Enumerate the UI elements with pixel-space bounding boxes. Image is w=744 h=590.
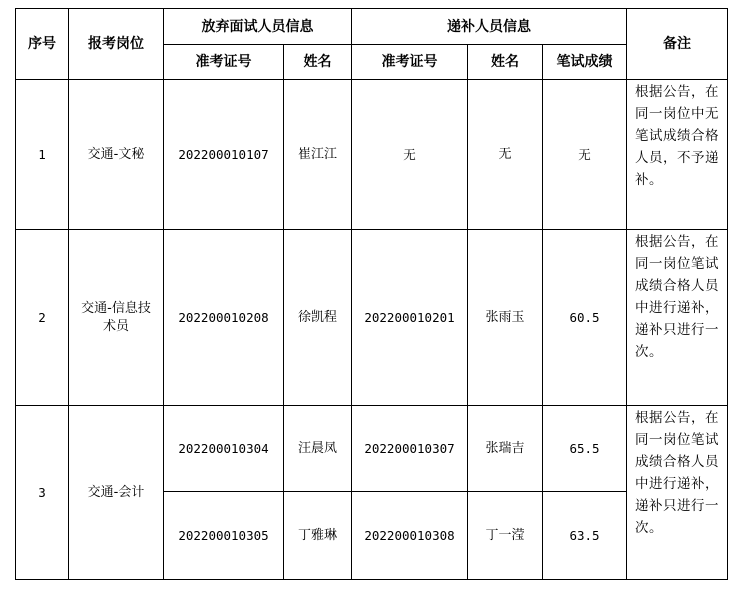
header-withdraw-name: 姓名 xyxy=(284,45,352,80)
withdraw-name: 丁雅琳 xyxy=(284,492,352,580)
header-replace-name: 姓名 xyxy=(468,45,543,80)
row-seq: 2 xyxy=(16,230,69,406)
withdraw-name: 崔江江 xyxy=(284,80,352,230)
remark-text: 根据公告，在同一岗位笔试成绩合格人员中进行递补，递补只进行一次。 xyxy=(635,410,720,536)
replace-name: 张瑞吉 xyxy=(468,406,543,492)
withdraw-name: 汪晨凤 xyxy=(284,406,352,492)
replace-exam-no: 202200010308 xyxy=(352,492,468,580)
header-remark: 备注 xyxy=(627,9,728,80)
table-row xyxy=(16,80,728,230)
header-withdraw-group: 放弃面试人员信息 xyxy=(164,9,352,45)
withdraw-exam-no: 202200010107 xyxy=(164,80,284,230)
header-seq: 序号 xyxy=(16,9,69,80)
replace-name: 丁一滢 xyxy=(468,492,543,580)
replace-exam-no: 无 xyxy=(352,80,468,230)
withdraw-name: 徐凯程 xyxy=(284,230,352,406)
withdraw-exam-no: 202200010208 xyxy=(164,230,284,406)
row-remark xyxy=(627,230,728,406)
row-seq: 3 xyxy=(16,406,69,580)
row-position: 交通-会计 xyxy=(69,406,164,580)
replacement-table xyxy=(15,8,728,580)
row-remark xyxy=(627,406,728,580)
table-row xyxy=(16,406,728,492)
replace-name: 无 xyxy=(468,80,543,230)
row-remark xyxy=(627,80,728,230)
written-score: 65.5 xyxy=(543,406,627,492)
row-position: 交通-文秘 xyxy=(69,80,164,230)
withdraw-exam-no: 202200010305 xyxy=(164,492,284,580)
row-position: 交通-信息技术员 xyxy=(69,230,164,406)
replace-name: 张雨玉 xyxy=(468,230,543,406)
header-replace-exam-no: 准考证号 xyxy=(352,45,468,80)
header-position: 报考岗位 xyxy=(69,9,164,80)
replace-exam-no: 202200010201 xyxy=(352,230,468,406)
written-score: 63.5 xyxy=(543,492,627,580)
withdraw-exam-no: 202200010304 xyxy=(164,406,284,492)
header-written-score: 笔试成绩 xyxy=(543,45,627,80)
header-replace-group: 递补人员信息 xyxy=(352,9,627,45)
written-score: 无 xyxy=(543,80,627,230)
header-withdraw-exam-no: 准考证号 xyxy=(164,45,284,80)
replace-exam-no: 202200010307 xyxy=(352,406,468,492)
table-row xyxy=(16,230,728,406)
row-seq: 1 xyxy=(16,80,69,230)
remark-text: 根据公告，在同一岗位中无笔试成绩合格人员，不予递补。 xyxy=(635,84,720,188)
written-score: 60.5 xyxy=(543,230,627,406)
remark-text: 根据公告，在同一岗位笔试成绩合格人员中进行递补，递补只进行一次。 xyxy=(635,234,720,360)
